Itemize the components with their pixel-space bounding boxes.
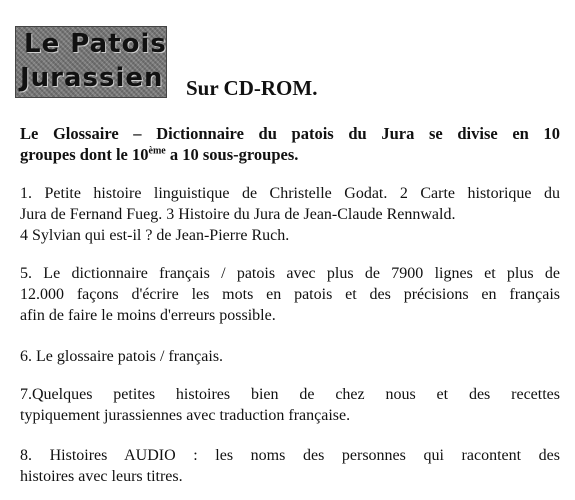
item-5-line-2: 12.000 façons d'écrire les mots en patois et des précisions en français <box>20 286 560 303</box>
item-1-line-1: 1. Petite histoire linguistique de Christelle Godat. 2 Carte historique du <box>20 185 560 202</box>
intro-superscript: ème <box>148 145 166 157</box>
item-paragraph-6 <box>20 346 560 367</box>
intro-line-2-end: a 10 sous-groupes. <box>165 145 299 164</box>
intro-line-1: Le Glossaire – Dictionnaire du patois du Jura se divise en 10 <box>20 124 560 143</box>
item-7-line-1: 7.Quelques petites histoires bien de chez nous et des recettes <box>20 386 560 403</box>
item-5-line-1: 5. Le dictionnaire français / patois avec plus de 7900 lignes et plus de <box>20 265 560 282</box>
intro-paragraph <box>20 123 560 165</box>
intro-line-2 <box>20 144 560 165</box>
item-7-line-2: typiquement jurassiennes avec traduction française. <box>20 407 351 424</box>
item-6-line-1: 6. Le glossaire patois / français. <box>20 348 224 365</box>
logo-line-1: Le Patois <box>24 29 167 59</box>
item-paragraph-7 <box>20 384 560 426</box>
item-paragraph-5 <box>20 263 560 326</box>
item-paragraph-8 <box>20 445 560 487</box>
patois-jurassien-logo <box>15 26 167 98</box>
intro-line-2-start: groupes dont le 10 <box>20 145 149 164</box>
item-8-line-1: 8. Histoires AUDIO : les noms des personnes qui racontent des <box>20 447 560 464</box>
item-5-line-3: afin de faire le moins d'erreurs possible. <box>20 307 276 324</box>
item-1-line-3: 4 Sylvian qui est-il ? de Jean-Pierre Ruch. <box>20 227 290 244</box>
item-1-line-2: Jura de Fernand Fueg. 3 Histoire du Jura de Jean-Claude Rennwald. <box>20 206 456 223</box>
item-paragraph-1 <box>20 183 560 246</box>
item-8-line-2: histoires avec leurs titres. <box>20 468 183 485</box>
cd-rom-heading: Sur CD-ROM. <box>186 76 318 100</box>
logo-line-2: Jurassien <box>20 63 164 93</box>
